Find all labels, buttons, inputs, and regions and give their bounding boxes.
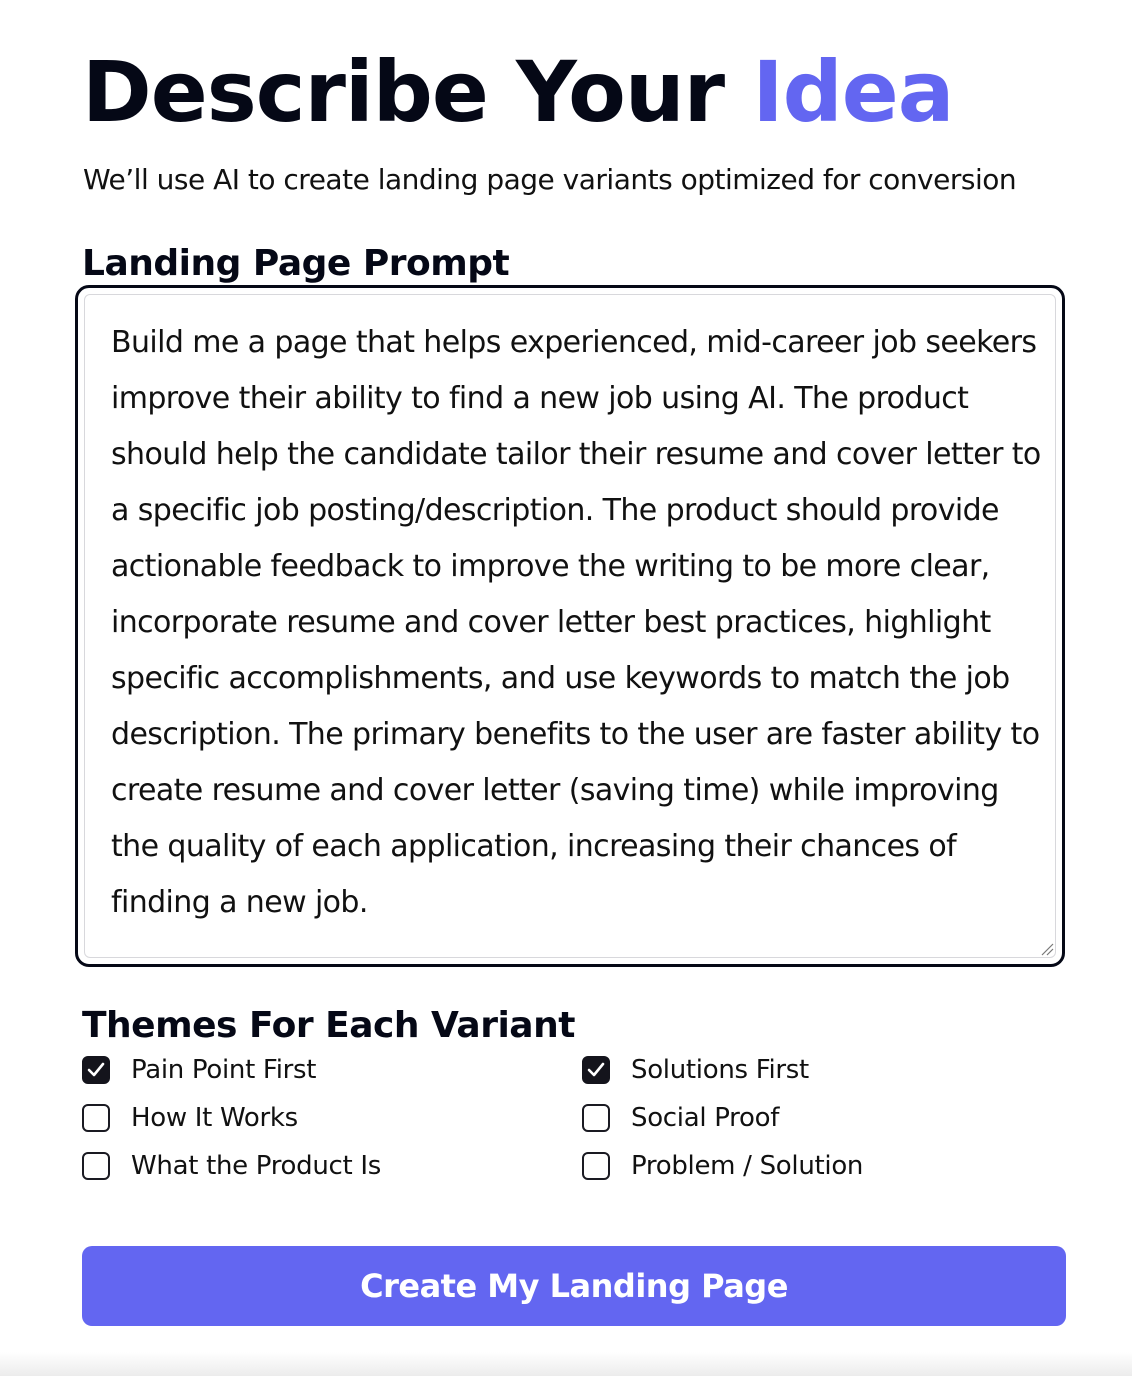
resize-handle-icon[interactable] (1040, 942, 1054, 956)
theme-checkbox[interactable] (582, 1056, 610, 1084)
page-title-accent: Idea (752, 43, 954, 141)
themes-label: Themes For Each Variant (82, 1005, 575, 1046)
page-title (82, 42, 953, 142)
theme-checkbox[interactable] (82, 1056, 110, 1084)
theme-option-solutions-first[interactable] (582, 1052, 809, 1088)
theme-checkbox[interactable] (582, 1152, 610, 1180)
theme-option-label: Social Proof (631, 1103, 780, 1133)
theme-option-label: Problem / Solution (631, 1151, 864, 1181)
theme-option-what-the-product-is[interactable] (82, 1148, 381, 1184)
theme-checkbox[interactable] (82, 1104, 110, 1132)
page-bottom-edge (0, 1352, 1132, 1376)
theme-option-pain-point-first[interactable] (82, 1052, 316, 1088)
theme-checkbox[interactable] (582, 1104, 610, 1132)
prompt-textarea[interactable] (75, 285, 1065, 967)
theme-option-problem-solution[interactable] (582, 1148, 863, 1184)
theme-option-how-it-works[interactable] (82, 1100, 298, 1136)
check-icon (87, 1062, 105, 1078)
theme-option-label: Pain Point First (131, 1055, 317, 1085)
prompt-textarea-inner[interactable] (84, 294, 1056, 958)
theme-option-label: What the Product Is (131, 1151, 382, 1181)
prompt-label: Landing Page Prompt (82, 243, 510, 284)
page-subtitle: We’ll use AI to create landing page variants optimized for conversion (83, 163, 1017, 196)
theme-option-label: How It Works (131, 1103, 298, 1133)
theme-option-label: Solutions First (631, 1055, 809, 1085)
prompt-text[interactable]: Build me a page that helps experienced, mid-career job seekers improve their ability to find a new job using AI. The product should help the candidate tailor their resume and cover letter to a specific job posting/description. The product should provide actionable feedback to improve the writing to be more clear, incorporate resume and cover letter best practices, highlight specific accomplishments, and use keywords to match the job description. The primary benefits to the user are faster ability to create resume and cover letter (saving time) while improving the quality of each application, increasing their chances of finding a new job. (111, 325, 1041, 920)
check-icon (587, 1062, 605, 1078)
theme-checkbox[interactable] (82, 1152, 110, 1180)
page-title-main: Describe Your (82, 43, 753, 141)
theme-option-social-proof[interactable] (582, 1100, 779, 1136)
create-landing-page-button[interactable]: Create My Landing Page (82, 1246, 1066, 1326)
